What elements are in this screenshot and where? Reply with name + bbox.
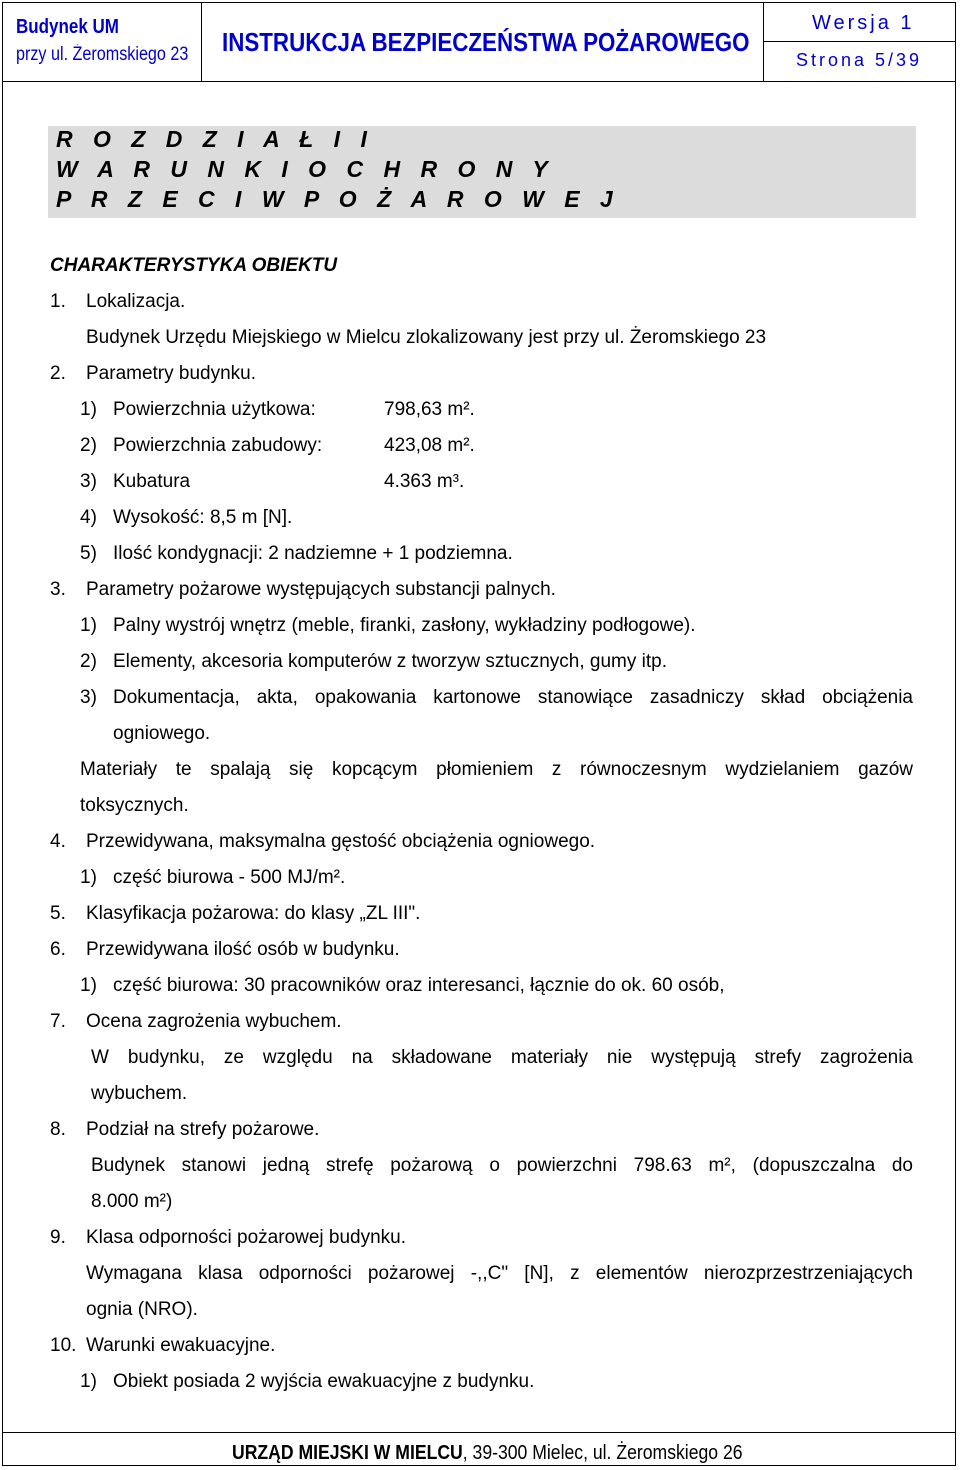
item-2-sub-3-number: 3) [80, 471, 97, 492]
item-3-note: Materiały te spalają się kopcącym płomieniem z równoczesnym wydzielaniem gazów [80, 759, 913, 780]
item-2-sub-1-number: 1) [80, 399, 97, 420]
item-9-number: 9. [50, 1227, 66, 1248]
item-3-note-cont: toksycznych. [80, 795, 189, 816]
item-2-sub-5-number: 5) [80, 543, 97, 564]
item-2-sub-2-number: 2) [80, 435, 97, 456]
item-7-title: Ocena zagrożenia wybuchem. [86, 1011, 342, 1032]
page-number: Strona 5/39 [796, 50, 923, 70]
item-3-sub-2-text: Elementy, akcesoria komputerów z tworzyw sztucznych, gumy itp. [113, 651, 668, 672]
chapter-line-3: P R Z E C I W P O Ż A R O W E J [56, 186, 620, 212]
item-2-sub-4-text: Wysokość: 8,5 m [N]. [113, 507, 293, 528]
building-name: Budynek UM [16, 16, 119, 38]
item-1-number: 1. [50, 291, 66, 312]
item-8-text-cont: 8.000 m²) [91, 1191, 173, 1212]
item-6-title: Przewidywana ilość osób w budynku. [86, 939, 400, 960]
item-5-title: Klasyfikacja pożarowa: do klasy „ZL III". [86, 903, 421, 924]
item-2-title: Parametry budynku. [86, 363, 257, 384]
item-3-sub-1-number: 1) [80, 615, 97, 636]
item-3-number: 3. [50, 579, 66, 600]
item-6-sub-1-number: 1) [80, 975, 97, 996]
item-2-sub-3-label: Kubatura [113, 471, 191, 492]
item-4-sub-1-text: część biurowa - 500 MJ/m². [113, 867, 346, 888]
header-title-cell [202, 2, 764, 81]
item-8-title: Podział na strefy pożarowe. [86, 1119, 320, 1140]
item-10-number: 10. [50, 1335, 77, 1356]
section-title: CHARAKTERYSTYKA OBIEKTU [50, 255, 338, 276]
version-label: Wersja 1 [812, 12, 915, 34]
item-1-title: Lokalizacja. [86, 291, 186, 312]
item-5-number: 5. [50, 903, 66, 924]
chapter-line-1: R O Z D Z I A Ł I I [56, 126, 374, 152]
item-4-sub-1-number: 1) [80, 867, 97, 888]
item-8-text: Budynek stanowi jedną strefę pożarową o powierzchni 798.63 m², (dopuszczalna do [91, 1155, 913, 1176]
footer-address: , 39-300 Mielec, ul. Żeromskiego 26 [462, 1442, 743, 1464]
item-10-sub-1-text: Obiekt posiada 2 wyjścia ewakuacyjne z budynku. [113, 1371, 535, 1392]
item-3-sub-3-text-cont: ogniowego. [113, 723, 211, 744]
item-9-title: Klasa odporności pożarowej budynku. [86, 1227, 407, 1248]
page-footer [2, 1432, 956, 1466]
item-7-number: 7. [50, 1011, 66, 1032]
item-6-sub-1-text: część biurowa: 30 pracowników oraz interesanci, łącznie do ok. 60 osób, [113, 975, 725, 996]
footer-text [232, 1442, 743, 1465]
footer-org: URZĄD MIEJSKI W MIELCU [232, 1442, 463, 1464]
item-2-sub-2-value: 423,08 m². [384, 435, 475, 456]
item-10-sub-1-number: 1) [80, 1371, 97, 1392]
item-2-sub-5-text: Ilość kondygnacji: 2 nadziemne + 1 podziemna. [113, 543, 513, 564]
header-meta-cell [764, 2, 956, 81]
item-9-text: Wymagana klasa odporności pożarowej -,,C" [N], z elementów nierozprzestrzeniających [86, 1263, 913, 1284]
item-3-sub-2-number: 2) [80, 651, 97, 672]
item-2-sub-1-label: Powierzchnia użytkowa: [113, 399, 316, 420]
item-3-title: Parametry pożarowe występujących substancji palnych. [86, 579, 556, 600]
item-2-sub-3-value: 4.363 m³. [384, 471, 465, 492]
item-10-title: Warunki ewakuacyjne. [86, 1335, 276, 1356]
item-2-sub-4-number: 4) [80, 507, 97, 528]
header-divider [764, 41, 956, 42]
document-title: INSTRUKCJA BEZPIECZEŃSTWA POŻAROWEGO [222, 27, 750, 57]
item-7-text: W budynku, ze względu na składowane materiały nie występują strefy zagrożenia [91, 1047, 913, 1068]
item-6-number: 6. [50, 939, 66, 960]
item-2-sub-1-value: 798,63 m². [384, 399, 475, 420]
page-header [2, 2, 956, 82]
chapter-heading-box [48, 126, 916, 218]
building-address: przy ul. Żeromskiego 23 [16, 44, 189, 65]
item-3-sub-1-text: Palny wystrój wnętrz (meble, firanki, zasłony, wykładziny podłogowe). [113, 615, 696, 636]
item-3-sub-3-number: 3) [80, 687, 97, 708]
item-1-text: Budynek Urzędu Miejskiego w Mielcu zlokalizowany jest przy ul. Żeromskiego 23 [86, 327, 767, 348]
item-4-title: Przewidywana, maksymalna gęstość obciążenia ogniowego. [86, 831, 596, 852]
header-building-cell [2, 2, 202, 81]
item-3-sub-3-text: Dokumentacja, akta, opakowania kartonowe stanowiące zasadniczy skład obciążenia [113, 687, 913, 708]
chapter-line-2: W A R U N K I O C H R O N Y [56, 156, 555, 182]
item-8-number: 8. [50, 1119, 66, 1140]
item-2-number: 2. [50, 363, 66, 384]
item-4-number: 4. [50, 831, 66, 852]
item-2-sub-2-label: Powierzchnia zabudowy: [113, 435, 323, 456]
item-7-text-cont: wybuchem. [91, 1083, 188, 1104]
item-9-text-cont: ognia (NRO). [86, 1299, 198, 1320]
